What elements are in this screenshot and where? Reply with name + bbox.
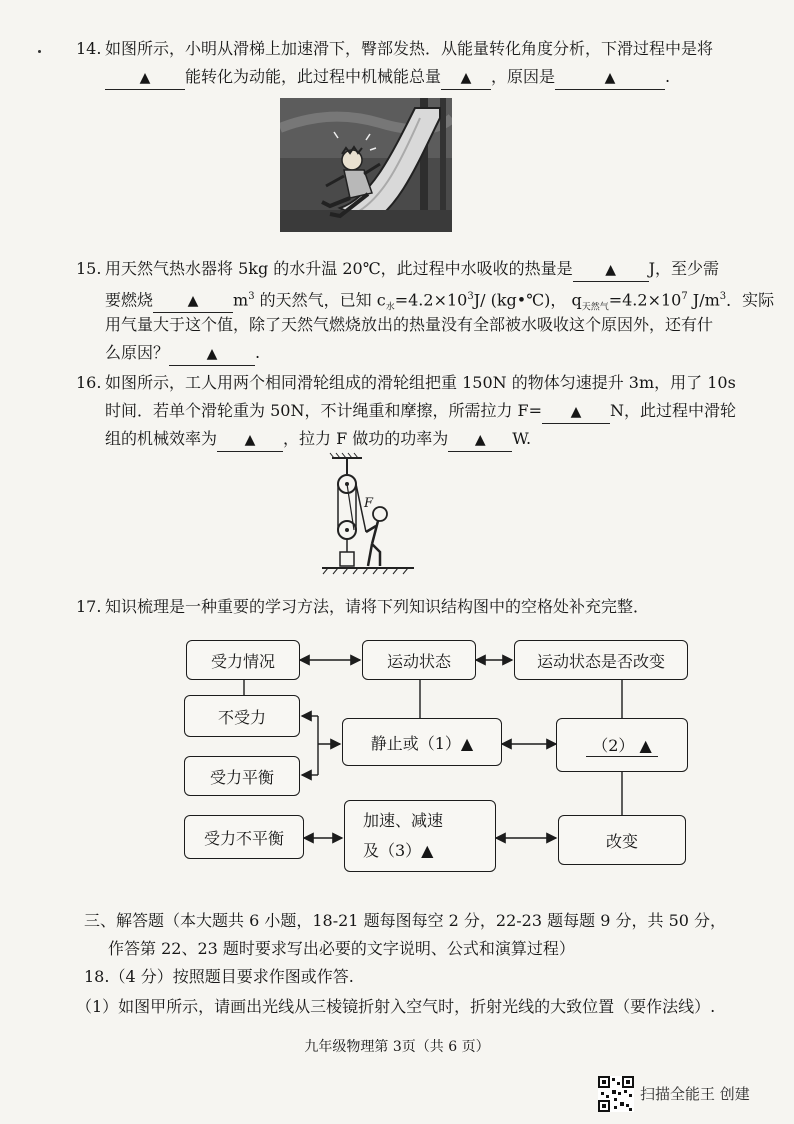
slide-illustration: [280, 98, 452, 232]
pulley-diagram: [318, 452, 418, 582]
q14-blank-3[interactable]: ▲: [555, 66, 665, 90]
q16-blank-2[interactable]: ▲: [217, 428, 283, 452]
q16-line2: 时间．若单个滑轮重为 50N，不计绳重和摩擦，所需拉力 F= ▲ N，此过程中滑轮: [105, 398, 754, 424]
q16-blank-1[interactable]: ▲: [542, 400, 610, 424]
q14-blank-1[interactable]: ▲: [105, 66, 185, 90]
box-still-or-blank1[interactable]: 静止或（1）▲: [342, 718, 502, 766]
q15-blank-3[interactable]: ▲: [169, 342, 255, 366]
q14-line2: ▲ 能转化为动能，此过程中机械能总量 ▲ ，原因是 ▲ .: [105, 64, 754, 90]
box-blank2[interactable]: （2） ▲: [556, 718, 688, 772]
q15-blank-2[interactable]: ▲: [153, 289, 233, 313]
q15-number: 15.: [76, 259, 102, 278]
q15-line2: 要燃烧 ▲ $m^3$ 的天然气，已知 $c_水=4.2\times 10^3J/$ (kg•℃)， $q_{天然气}=4.2\times 10^7$ $J/m^3$．实际: [105, 290, 775, 313]
force-label: F: [364, 496, 374, 511]
scanner-watermark: 扫描全能王 创建: [640, 1085, 750, 1103]
q16-number: 16.: [76, 373, 102, 392]
scan-dot: [38, 50, 41, 53]
q15-blank-1[interactable]: ▲: [573, 258, 649, 282]
q17-text: 知识梳理是一种重要的学习方法，请将下列知识结构图中的空格处补充完整．: [105, 597, 650, 616]
box-force-condition: 受力情况: [186, 640, 300, 680]
q14-line1: 如图所示，小明从滑梯上加速滑下，臀部发热．从能量转化角度分析，下滑过程中是将: [105, 39, 714, 58]
box-motion-change-question: 运动状态是否改变: [514, 640, 688, 680]
box-motion-state: 运动状态: [362, 640, 476, 680]
q18-heading: 18.（4 分）按照题目要求作图或作答.: [84, 967, 354, 986]
q14-number: 14.: [76, 39, 102, 58]
section3-line2: 作答第 22、23 题时要求写出必要的文字说明、公式和演算过程）: [108, 939, 575, 958]
q14-blank-2[interactable]: ▲: [441, 66, 491, 90]
q16-blank-3[interactable]: ▲: [448, 428, 512, 452]
q15-line1: 用天然气热水器将 5kg 的水升温 20℃，此过程中水吸收的热量是 ▲ J，至少需: [105, 256, 754, 282]
qr-code-icon: [598, 1076, 634, 1112]
box-unbalanced-force: 受力不平衡: [184, 815, 304, 859]
q16-line3: 组的机械效率为 ▲ ，拉力 F 做功的功率为 ▲ W.: [105, 426, 754, 452]
box-accelerate-blank3[interactable]: 加速、减速 及（3）▲: [344, 800, 496, 872]
page-footer: 九年级物理第 3页（共 6 页）: [304, 1039, 490, 1055]
box-change: 改变: [558, 815, 686, 865]
q16-line1: 如图所示，工人用两个相同滑轮组成的滑轮组把重 150N 的物体匀速提升 3m，用了 10s: [105, 373, 736, 392]
box-no-force: 不受力: [184, 695, 300, 737]
section3-line1: 三、解答题（本大题共 6 小题，18-21 题每图每空 2 分，22-23 题每题 9 分，共 50 分，: [84, 911, 727, 930]
box-balanced-force: 受力平衡: [184, 756, 300, 796]
q17-number: 17.: [76, 597, 102, 616]
q15-line3: 用气量大于这个值，除了天然气燃烧放出的热量没有全部被水吸收这个原因外，还有什: [105, 315, 714, 334]
q15-line4: 么原因？ ▲ .: [105, 340, 754, 366]
q18-part1: （1）如图甲所示，请画出光线从三棱镜折射入空气时，折射光线的大致位置（要作法线）.: [76, 997, 716, 1016]
